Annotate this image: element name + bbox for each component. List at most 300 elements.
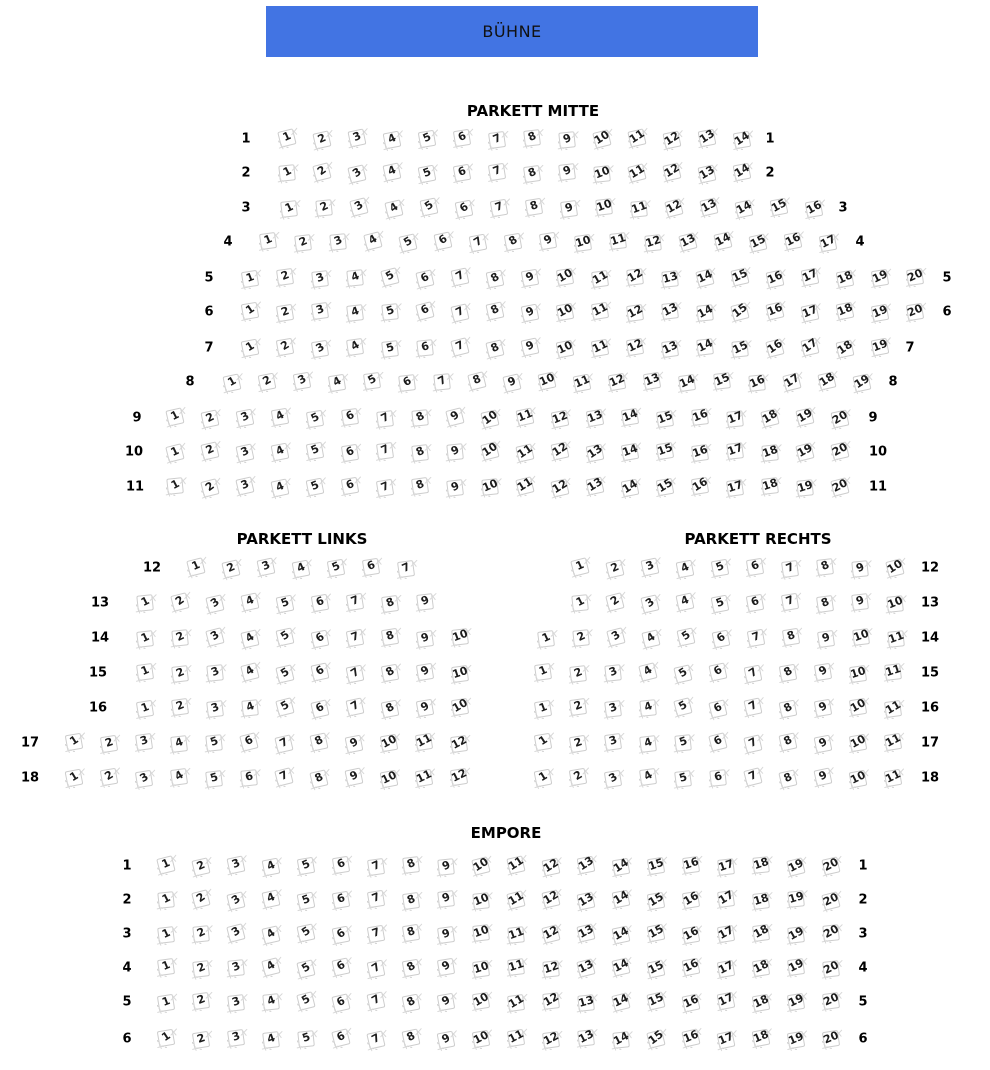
seat[interactable] xyxy=(411,729,437,755)
seat[interactable] xyxy=(691,335,718,362)
seat[interactable] xyxy=(307,299,334,326)
seat[interactable] xyxy=(582,441,608,467)
seat[interactable] xyxy=(600,730,627,757)
seat[interactable] xyxy=(363,886,389,912)
seat[interactable] xyxy=(748,1026,774,1052)
seat[interactable] xyxy=(660,195,688,223)
seat[interactable] xyxy=(756,474,783,501)
seat[interactable] xyxy=(845,731,871,757)
seat[interactable] xyxy=(782,886,810,914)
seat[interactable] xyxy=(337,405,364,432)
seat[interactable] xyxy=(273,125,301,153)
seat[interactable] xyxy=(587,266,614,293)
seat[interactable] xyxy=(376,264,404,292)
seat[interactable] xyxy=(476,438,504,466)
seat[interactable] xyxy=(608,855,634,881)
seat[interactable] xyxy=(132,696,158,722)
seat[interactable] xyxy=(740,695,767,722)
seat[interactable] xyxy=(237,266,263,292)
seat[interactable] xyxy=(292,1026,320,1054)
seat[interactable] xyxy=(652,438,678,464)
seat[interactable] xyxy=(235,729,263,757)
seat[interactable] xyxy=(687,473,713,499)
seat[interactable] xyxy=(608,922,635,949)
seat[interactable] xyxy=(481,336,508,363)
seat[interactable] xyxy=(467,853,495,881)
seat[interactable] xyxy=(707,556,733,582)
seat[interactable] xyxy=(152,852,180,880)
seat[interactable] xyxy=(566,590,594,618)
seat[interactable] xyxy=(310,195,338,223)
seat[interactable] xyxy=(791,476,819,504)
seat[interactable] xyxy=(305,766,332,793)
seat[interactable] xyxy=(411,590,438,617)
seat[interactable] xyxy=(637,626,664,653)
seat[interactable] xyxy=(674,370,701,397)
seat[interactable] xyxy=(502,923,530,951)
seat[interactable] xyxy=(582,474,609,501)
seat[interactable] xyxy=(636,591,663,618)
seat[interactable] xyxy=(502,887,530,915)
seat[interactable] xyxy=(782,922,809,949)
seat[interactable] xyxy=(165,732,192,759)
seat[interactable] xyxy=(669,730,697,758)
seat[interactable] xyxy=(726,264,753,291)
seat[interactable] xyxy=(363,989,390,1016)
seat[interactable] xyxy=(582,406,608,432)
seat[interactable] xyxy=(538,1027,565,1054)
seat[interactable] xyxy=(161,473,189,501)
seat[interactable] xyxy=(237,336,263,362)
seat[interactable] xyxy=(223,1026,250,1053)
seat[interactable] xyxy=(729,160,755,186)
seat[interactable] xyxy=(503,1025,529,1051)
seat[interactable] xyxy=(687,440,714,467)
seat[interactable] xyxy=(449,125,475,151)
seat[interactable] xyxy=(447,694,473,720)
seat[interactable] xyxy=(152,887,180,915)
seat[interactable] xyxy=(643,956,670,983)
seat[interactable] xyxy=(222,888,249,915)
seat[interactable] xyxy=(372,475,398,501)
seat[interactable] xyxy=(482,299,509,326)
seat[interactable] xyxy=(231,474,258,501)
seat[interactable] xyxy=(503,990,530,1017)
seat[interactable] xyxy=(673,625,700,652)
seat[interactable] xyxy=(414,162,440,188)
seat[interactable] xyxy=(652,475,678,501)
seat[interactable] xyxy=(674,229,702,257)
seat[interactable] xyxy=(832,336,859,363)
seat[interactable] xyxy=(747,888,774,915)
seat[interactable] xyxy=(782,855,810,883)
seat[interactable] xyxy=(166,662,193,689)
seat[interactable] xyxy=(572,955,600,983)
seat[interactable] xyxy=(341,732,367,758)
seat[interactable] xyxy=(845,661,872,688)
seat[interactable] xyxy=(153,1026,179,1052)
seat[interactable] xyxy=(482,267,508,293)
seat[interactable] xyxy=(236,626,263,653)
seat[interactable] xyxy=(257,954,285,982)
seat[interactable] xyxy=(293,889,319,915)
seat[interactable] xyxy=(590,195,617,222)
seat[interactable] xyxy=(398,920,424,946)
seat[interactable] xyxy=(762,266,789,293)
seat[interactable] xyxy=(601,556,628,583)
seat[interactable] xyxy=(188,1027,214,1053)
seat[interactable] xyxy=(432,887,459,914)
seat[interactable] xyxy=(761,335,789,363)
seat[interactable] xyxy=(826,438,853,465)
seat[interactable] xyxy=(634,732,661,759)
seat[interactable] xyxy=(564,662,591,689)
seat[interactable] xyxy=(328,852,354,878)
seat[interactable] xyxy=(398,888,425,915)
seat[interactable] xyxy=(293,854,319,880)
seat[interactable] xyxy=(783,1028,809,1054)
seat[interactable] xyxy=(602,624,630,652)
seat[interactable] xyxy=(537,886,564,913)
seat[interactable] xyxy=(827,406,854,433)
seat[interactable] xyxy=(530,730,556,756)
seat[interactable] xyxy=(255,229,282,256)
seat[interactable] xyxy=(200,767,227,794)
seat[interactable] xyxy=(511,473,539,501)
seat[interactable] xyxy=(775,697,801,723)
seat[interactable] xyxy=(271,661,298,688)
seat[interactable] xyxy=(713,886,740,913)
seat[interactable] xyxy=(433,1028,459,1054)
seat[interactable] xyxy=(617,404,643,430)
seat[interactable] xyxy=(530,766,556,792)
seat[interactable] xyxy=(254,370,280,396)
seat[interactable] xyxy=(622,334,648,360)
seat[interactable] xyxy=(747,852,775,880)
seat[interactable] xyxy=(342,626,368,652)
seat[interactable] xyxy=(398,956,424,982)
seat[interactable] xyxy=(201,697,228,724)
seat[interactable] xyxy=(658,159,685,186)
seat[interactable] xyxy=(743,626,769,652)
seat[interactable] xyxy=(166,765,193,792)
seat[interactable] xyxy=(810,659,836,685)
seat[interactable] xyxy=(707,592,733,618)
seat[interactable] xyxy=(791,439,819,467)
seat[interactable] xyxy=(447,661,474,688)
seat[interactable] xyxy=(342,335,369,362)
seat[interactable] xyxy=(152,923,179,950)
seat[interactable] xyxy=(659,127,686,154)
seat[interactable] xyxy=(61,766,87,792)
seat[interactable] xyxy=(376,767,402,793)
seat[interactable] xyxy=(196,439,223,466)
seat[interactable] xyxy=(167,695,194,722)
seat[interactable] xyxy=(742,554,768,580)
seat[interactable] xyxy=(694,126,720,152)
seat[interactable] xyxy=(722,475,749,502)
seat[interactable] xyxy=(567,625,595,653)
seat[interactable] xyxy=(882,627,910,655)
seat[interactable] xyxy=(739,764,767,792)
seat[interactable] xyxy=(407,474,434,501)
seat[interactable] xyxy=(502,955,529,982)
seat[interactable] xyxy=(289,369,315,395)
seat[interactable] xyxy=(302,475,328,501)
seat[interactable] xyxy=(337,440,363,466)
seat[interactable] xyxy=(306,267,333,294)
seat[interactable] xyxy=(398,1026,425,1053)
seat[interactable] xyxy=(187,854,214,881)
seat[interactable] xyxy=(465,231,491,257)
seat[interactable] xyxy=(467,921,494,948)
seat[interactable] xyxy=(449,161,475,187)
seat[interactable] xyxy=(791,404,818,431)
seat[interactable] xyxy=(236,695,264,723)
seat[interactable] xyxy=(288,557,314,583)
seat[interactable] xyxy=(721,407,749,435)
seat[interactable] xyxy=(774,766,801,793)
seat[interactable] xyxy=(430,229,457,256)
seat[interactable] xyxy=(535,228,561,254)
seat[interactable] xyxy=(222,991,249,1018)
seat[interactable] xyxy=(446,334,474,362)
seat[interactable] xyxy=(547,439,574,466)
seat[interactable] xyxy=(397,853,424,880)
seat[interactable] xyxy=(521,194,547,220)
seat[interactable] xyxy=(713,1027,740,1054)
seat[interactable] xyxy=(131,627,158,654)
seat[interactable] xyxy=(257,989,285,1017)
seat[interactable] xyxy=(441,404,469,432)
seat[interactable] xyxy=(565,765,591,791)
seat[interactable] xyxy=(200,730,228,758)
seat[interactable] xyxy=(267,440,293,466)
seat[interactable] xyxy=(742,591,768,617)
seat[interactable] xyxy=(572,1026,599,1053)
seat[interactable] xyxy=(761,298,788,325)
seat[interactable] xyxy=(867,301,893,327)
seat[interactable] xyxy=(604,229,631,256)
seat[interactable] xyxy=(446,764,472,790)
seat[interactable] xyxy=(153,955,180,982)
seat[interactable] xyxy=(639,231,667,259)
seat[interactable] xyxy=(797,265,823,291)
seat[interactable] xyxy=(672,557,698,583)
seat[interactable] xyxy=(379,160,406,187)
seat[interactable] xyxy=(801,197,827,223)
seat[interactable] xyxy=(358,554,384,580)
seat[interactable] xyxy=(678,923,704,949)
seat[interactable] xyxy=(731,196,758,223)
seat[interactable] xyxy=(362,1027,389,1054)
seat[interactable] xyxy=(411,335,439,363)
seat[interactable] xyxy=(783,954,810,981)
seat[interactable] xyxy=(468,988,494,1014)
seat[interactable] xyxy=(817,889,845,917)
seat[interactable] xyxy=(713,989,739,1015)
seat[interactable] xyxy=(498,370,525,397)
seat[interactable] xyxy=(342,695,369,722)
seat[interactable] xyxy=(447,265,474,292)
seat[interactable] xyxy=(307,336,333,362)
seat[interactable] xyxy=(61,730,87,756)
seat[interactable] xyxy=(846,590,873,617)
seat[interactable] xyxy=(546,475,573,502)
seat[interactable] xyxy=(131,766,157,792)
seat[interactable] xyxy=(552,264,578,290)
seat[interactable] xyxy=(902,264,929,291)
seat[interactable] xyxy=(371,407,398,434)
seat[interactable] xyxy=(441,439,469,467)
seat[interactable] xyxy=(534,369,561,396)
seat[interactable] xyxy=(813,368,840,395)
seat[interactable] xyxy=(588,126,616,154)
seat[interactable] xyxy=(411,766,437,792)
seat[interactable] xyxy=(166,625,194,653)
seat[interactable] xyxy=(463,368,491,396)
seat[interactable] xyxy=(880,729,906,755)
seat[interactable] xyxy=(379,128,405,154)
seat[interactable] xyxy=(307,591,333,617)
seat[interactable] xyxy=(341,765,368,792)
seat[interactable] xyxy=(721,439,748,466)
seat[interactable] xyxy=(565,731,591,757)
seat[interactable] xyxy=(713,922,739,948)
seat[interactable] xyxy=(363,922,389,948)
seat[interactable] xyxy=(376,299,404,327)
seat[interactable] xyxy=(678,852,705,879)
seat[interactable] xyxy=(608,887,634,913)
seat[interactable] xyxy=(775,661,801,687)
seat[interactable] xyxy=(196,475,224,503)
seat[interactable] xyxy=(187,886,215,914)
seat[interactable] xyxy=(272,300,298,326)
seat[interactable] xyxy=(232,441,259,468)
seat[interactable] xyxy=(517,301,543,327)
seat[interactable] xyxy=(187,921,215,949)
seat[interactable] xyxy=(517,266,543,292)
seat[interactable] xyxy=(617,476,643,502)
seat[interactable] xyxy=(292,988,320,1016)
seat[interactable] xyxy=(267,405,293,431)
seat[interactable] xyxy=(634,659,662,687)
seat[interactable] xyxy=(451,197,477,223)
seat[interactable] xyxy=(517,335,544,362)
seat[interactable] xyxy=(342,662,368,688)
seat[interactable] xyxy=(643,889,669,915)
seat[interactable] xyxy=(691,301,719,329)
seat[interactable] xyxy=(257,1028,284,1055)
seat[interactable] xyxy=(845,767,871,793)
seat[interactable] xyxy=(652,406,679,433)
seat[interactable] xyxy=(599,697,626,724)
seat[interactable] xyxy=(678,888,704,914)
seat[interactable] xyxy=(797,300,824,327)
seat[interactable] xyxy=(879,660,906,687)
seat[interactable] xyxy=(302,439,328,465)
seat[interactable] xyxy=(412,626,439,653)
seat[interactable] xyxy=(377,697,403,723)
seat[interactable] xyxy=(643,921,669,947)
seat[interactable] xyxy=(377,661,403,687)
seat[interactable] xyxy=(607,1028,635,1056)
seat[interactable] xyxy=(467,889,495,917)
seat[interactable] xyxy=(572,991,600,1019)
seat[interactable] xyxy=(705,660,732,687)
seat[interactable] xyxy=(748,991,774,1017)
seat[interactable] xyxy=(729,128,755,154)
seat[interactable] xyxy=(182,554,210,582)
seat[interactable] xyxy=(363,957,389,983)
seat[interactable] xyxy=(324,370,350,396)
seat[interactable] xyxy=(308,127,335,154)
seat[interactable] xyxy=(565,695,592,722)
seat[interactable] xyxy=(678,990,705,1017)
seat[interactable] xyxy=(343,161,370,188)
seat[interactable] xyxy=(601,589,629,617)
seat[interactable] xyxy=(292,956,319,983)
seat[interactable] xyxy=(556,196,583,223)
seat[interactable] xyxy=(818,1027,844,1053)
seat[interactable] xyxy=(867,335,893,361)
seat[interactable] xyxy=(704,765,732,793)
seat[interactable] xyxy=(372,439,399,466)
seat[interactable] xyxy=(307,660,334,687)
seat[interactable] xyxy=(433,954,459,980)
seat[interactable] xyxy=(306,730,333,757)
seat[interactable] xyxy=(222,955,250,983)
seat[interactable] xyxy=(810,765,837,792)
seat[interactable] xyxy=(341,301,368,328)
seat[interactable] xyxy=(272,265,299,292)
seat[interactable] xyxy=(669,694,697,722)
seat[interactable] xyxy=(376,731,402,757)
seat[interactable] xyxy=(778,624,804,650)
seat[interactable] xyxy=(756,441,784,469)
seat[interactable] xyxy=(748,920,775,947)
seat[interactable] xyxy=(566,554,594,582)
seat[interactable] xyxy=(337,474,363,500)
seat[interactable] xyxy=(267,476,294,503)
seat[interactable] xyxy=(599,660,627,688)
seat[interactable] xyxy=(232,406,258,432)
seat[interactable] xyxy=(272,625,299,652)
seat[interactable] xyxy=(270,764,298,792)
seat[interactable] xyxy=(766,195,792,221)
seat[interactable] xyxy=(530,696,556,722)
seat[interactable] xyxy=(219,371,246,398)
seat[interactable] xyxy=(406,405,434,433)
seat[interactable] xyxy=(572,920,599,947)
seat[interactable] xyxy=(639,368,665,394)
seat[interactable] xyxy=(363,854,390,881)
seat[interactable] xyxy=(553,160,580,187)
seat[interactable] xyxy=(166,589,194,617)
seat[interactable] xyxy=(704,729,732,757)
seat[interactable] xyxy=(669,767,696,794)
seat[interactable] xyxy=(623,125,650,152)
seat[interactable] xyxy=(775,730,802,757)
seat[interactable] xyxy=(623,160,651,188)
seat[interactable] xyxy=(881,555,909,583)
seat[interactable] xyxy=(359,369,386,396)
seat[interactable] xyxy=(637,555,664,582)
seat[interactable] xyxy=(468,956,495,983)
seat[interactable] xyxy=(847,625,874,652)
seat[interactable] xyxy=(530,660,557,687)
seat[interactable] xyxy=(500,230,526,256)
